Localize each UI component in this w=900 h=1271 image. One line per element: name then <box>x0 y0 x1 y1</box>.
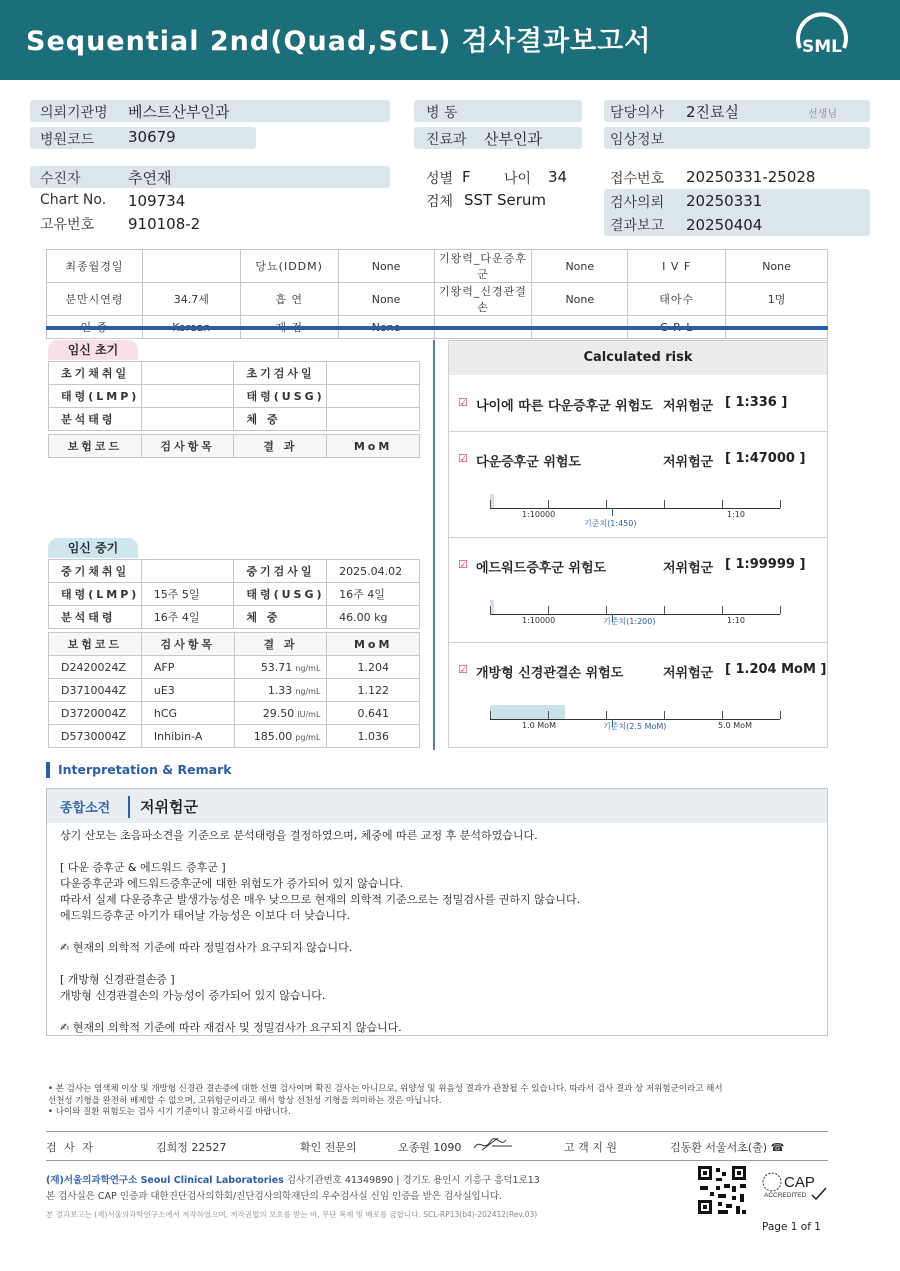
maternal-value: None <box>338 283 434 316</box>
risk-name: 다운증후군 위험도 <box>476 455 581 470</box>
expert-signature-icon <box>472 1134 516 1154</box>
section-divider <box>46 326 828 330</box>
insurance-code: D5730004Z <box>49 725 142 748</box>
maternal-label: I V F <box>628 250 726 283</box>
risk-scale-tick <box>490 606 491 614</box>
risk-scale-tick <box>722 606 723 614</box>
patient-value: 추연재 <box>128 169 172 187</box>
info-value: 2025.04.02 <box>327 560 420 583</box>
result-unit: IU/mL <box>297 709 321 719</box>
column-divider <box>433 340 435 750</box>
risk-scale-tick <box>548 711 549 719</box>
checkbox-icon: ☑ <box>458 558 468 571</box>
remark-line: 따라서 실제 다운증후군 발생가능성은 매우 낮으므로 현재의 의학적 기준으로는 정밀검사를 권하지 않습니다. <box>60 893 581 906</box>
receipt-value: 20250331-25028 <box>686 168 816 186</box>
risk-scale-tick <box>722 500 723 508</box>
scale-right-label: 1:10 <box>727 510 745 519</box>
summary-label: 종합소견 <box>60 801 111 816</box>
remark-line <box>60 924 580 940</box>
mom-value: 1.036 <box>327 725 420 748</box>
dept-value: 산부인과 <box>484 130 542 148</box>
clinical-label: 임상정보 <box>610 132 665 148</box>
reference-label: 기준치(1:450) <box>584 519 637 528</box>
remark-line: 상기 산모는 초음파소견을 기준으로 분석태령을 결정하였으며, 체중에 따른 교정 후 분석하였습니다. <box>60 829 538 842</box>
qr-code-icon <box>696 1164 748 1216</box>
sex-value: F <box>462 168 471 186</box>
results-header-row <box>49 435 420 458</box>
early-results-table <box>48 434 420 458</box>
maternal-value: 34.7세 <box>142 283 240 316</box>
pregnancy-info-row <box>49 560 420 583</box>
scale-left-label: 1:10000 <box>522 616 556 625</box>
risk-scale-tick <box>780 711 781 719</box>
remark-line <box>60 844 580 860</box>
cert-line: 본 검사실은 CAP 인증과 대한진단검사의학회/진단검사의학재단의 우수검사실 신임 인증을 받은 검사실입니다. <box>46 1191 503 1202</box>
info-value: 16주 4일 <box>141 606 234 629</box>
maternal-row <box>47 250 828 283</box>
risk-scale-tick <box>722 711 723 719</box>
specimen-value: SST Serum <box>464 191 547 209</box>
remark-line <box>60 1004 580 1020</box>
report-date-value: 20250404 <box>686 216 763 234</box>
results-header-cell: 보험코드 <box>49 633 142 656</box>
result-unit: pg/mL <box>295 732 321 742</box>
risk-level: 저위험군 <box>663 561 714 576</box>
scale-right-label: 5.0 MoM <box>718 721 752 730</box>
info-label: 태령(USG) <box>234 385 327 408</box>
patient-row <box>30 166 390 188</box>
disclaimer-notes <box>48 1084 723 1119</box>
chart-label: Chart No. <box>40 192 107 208</box>
scale-left-label: 1.0 MoM <box>522 721 556 730</box>
risk-scale-axis <box>490 719 780 720</box>
info-label: 체 중 <box>234 606 327 629</box>
age-value: 34 <box>548 168 568 186</box>
pregnancy-info-row <box>49 583 420 606</box>
remark-line: [ 개방형 신경관결손증 ] <box>60 973 175 986</box>
insurance-code: D3710044Z <box>49 679 142 702</box>
info-label: 중기검사일 <box>234 560 327 583</box>
ward-label: 병 동 <box>426 105 458 121</box>
note-line: • 나이와 질환 위험도는 검사 시기 기준이니 참고하시길 바랍니다. <box>48 1107 291 1117</box>
risk-level: 저위험군 <box>663 455 714 470</box>
copyright-line: 본 결과보고는 (재)서울의과학연구소에서 저작하였으며, 저작권법의 보호를 받는 바, 무단 복제 및 배포를 금합니다. SCL-RP13(b4)-202412(Rev.03) <box>46 1210 538 1219</box>
risk-scale-tick <box>548 606 549 614</box>
maternal-row <box>47 283 828 316</box>
result-value: 29.50 IU/mL <box>234 702 327 725</box>
mom-value: 1.122 <box>327 679 420 702</box>
interpretation-marker <box>46 762 50 778</box>
note-line: 선천성 기형을 완전히 배제할 수 없으며, 고위험군이라고 해서 항상 선천성 기형을 의미하는 것은 아닙니다. <box>48 1095 442 1106</box>
receipt-label: 접수번호 <box>610 171 665 187</box>
unique-id-label: 고유번호 <box>40 217 95 233</box>
hospital-code-value: 30679 <box>128 128 176 146</box>
info-value <box>327 408 420 431</box>
signature-bottom-rule <box>46 1160 828 1161</box>
info-label: 체 중 <box>234 408 327 431</box>
remark-line: 에드워드증후군 아기가 태어날 가능성은 이보다 더 낮습니다. <box>60 909 351 922</box>
risk-level: 저위험군 <box>663 399 714 414</box>
pregnancy-info-row <box>49 362 420 385</box>
info-label: 중기채취일 <box>49 560 142 583</box>
info-value <box>327 385 420 408</box>
doctor-value: 2진료실 <box>686 103 740 121</box>
institution-label: 의뢰기관명 <box>40 105 108 121</box>
remark-line <box>60 956 580 972</box>
maternal-value: None <box>532 250 628 283</box>
reference-tick <box>612 508 613 516</box>
maternal-label: 당뇨(IDDM) <box>240 250 338 283</box>
maternal-label: 분만시연령 <box>47 283 143 316</box>
risk-name: 에드워드증후군 위험도 <box>476 561 607 576</box>
expert-label: 확인 전문의 <box>300 1141 357 1154</box>
risk-scale-tick <box>548 500 549 508</box>
info-value: 46.00 kg <box>327 606 420 629</box>
mom-value: 1.204 <box>327 656 420 679</box>
risk-scale-tick <box>664 606 665 614</box>
lab-name: (재)서울의과학연구소 Seoul Clinical Laboratories <box>46 1175 284 1186</box>
insurance-code: D2420024Z <box>49 656 142 679</box>
info-label: 태령(LMP) <box>49 385 142 408</box>
risk-name: 개방형 신경관결손 위험도 <box>476 666 624 681</box>
cs-label: 고 객 지 원 <box>564 1141 617 1154</box>
request-label: 검사의뢰 <box>610 195 665 211</box>
result-value: 1.33 ng/mL <box>234 679 327 702</box>
info-label: 분석태령 <box>49 606 142 629</box>
info-value <box>141 560 234 583</box>
risk-value: [ 1.204 MoM ] <box>725 662 827 677</box>
reference-label: 기준치(1:200) <box>603 617 656 626</box>
cap-accredited-logo <box>762 1170 830 1204</box>
risk-scale-fill <box>490 705 565 719</box>
remark-line: ✍ 현재의 의학적 기준에 따라 정밀검사가 요구되지 않습니다. <box>60 941 353 954</box>
age-label: 나이 <box>504 171 532 187</box>
info-label: 초기검사일 <box>234 362 327 385</box>
results-header-cell: MoM <box>327 435 420 458</box>
info-value <box>141 385 234 408</box>
risk-scale-tick <box>606 500 607 508</box>
maternal-label: 최종월경일 <box>47 250 143 283</box>
mom-value: 0.641 <box>327 702 420 725</box>
results-header-cell: 보험코드 <box>49 435 142 458</box>
results-header-cell: 검사항목 <box>141 633 234 656</box>
maternal-value <box>142 250 240 283</box>
mid-results-table <box>48 632 420 748</box>
maternal-label: 기왕력_다운증후군 <box>434 250 532 283</box>
info-label: 태령(LMP) <box>49 583 142 606</box>
pregnancy-info-row <box>49 385 420 408</box>
remark-line: ✍ 현재의 의학적 기준에 따라 재검사 및 정밀검사가 요구되지 않습니다. <box>60 1021 402 1034</box>
results-header-cell: MoM <box>327 633 420 656</box>
checkbox-icon: ☑ <box>458 452 468 465</box>
maternal-value: None <box>532 283 628 316</box>
specimen-label: 검체 <box>426 194 454 210</box>
risk-value: [ 1:99999 ] <box>725 557 806 572</box>
checkbox-icon: ☑ <box>458 663 468 676</box>
info-label: 초기채취일 <box>49 362 142 385</box>
expert-value: 오종원 1090 <box>398 1141 462 1154</box>
info-value <box>327 362 420 385</box>
patient-label: 수진자 <box>40 171 81 187</box>
risk-scale-tick <box>490 711 491 719</box>
risk-scale-tick <box>780 606 781 614</box>
risk-level: 저위험군 <box>663 666 714 681</box>
risk-scale-tick <box>664 500 665 508</box>
sml-logo <box>792 12 852 66</box>
results-header-cell: 결 과 <box>234 633 327 656</box>
results-header-cell: 검사항목 <box>141 435 234 458</box>
doctor-label: 담당의사 <box>610 105 665 121</box>
risk-scale-tick <box>606 606 607 614</box>
info-value <box>141 408 234 431</box>
test-item: uE3 <box>141 679 234 702</box>
signature-top-rule <box>46 1131 828 1132</box>
interpretation-title: Interpretation & Remark <box>58 762 232 777</box>
info-value <box>141 362 234 385</box>
result-row <box>49 656 420 679</box>
checkbox-icon: ☑ <box>458 396 468 409</box>
risk-scale-axis <box>490 614 780 615</box>
page-indicator: Page 1 of 1 <box>762 1221 821 1233</box>
report-title: Sequential 2nd(Quad,SCL) 검사결과보고서 <box>26 26 652 57</box>
test-item: Inhibin-A <box>141 725 234 748</box>
risk-name: 나이에 따른 다운증후군 위험도 <box>476 399 653 414</box>
remark-line: 개방형 신경관결손의 가능성이 증가되어 있지 않습니다. <box>60 989 326 1002</box>
tab-mid-pregnancy: 임신 중기 <box>48 538 138 558</box>
tab-early-pregnancy: 임신 초기 <box>48 340 138 360</box>
maternal-value: None <box>338 250 434 283</box>
scale-right-label: 1:10 <box>727 616 745 625</box>
hospital-code-label: 병원코드 <box>40 132 95 148</box>
remark-text <box>60 828 580 1036</box>
risk-value: [ 1:47000 ] <box>725 451 806 466</box>
remark-line: 다운증후군과 에드워드증후군에 대한 위험도가 증가되어 있지 않습니다. <box>60 877 404 890</box>
remark-line: [ 다운 증후군 & 에드워드 증후군 ] <box>60 861 226 874</box>
summary-value: 저위험군 <box>140 798 198 816</box>
info-value: 16주 4일 <box>327 583 420 606</box>
tester-value: 김희정 22527 <box>156 1141 227 1154</box>
maternal-label: 태아수 <box>628 283 726 316</box>
summary-separator <box>128 796 130 818</box>
risk-divider <box>449 537 827 538</box>
results-header-cell: 결 과 <box>234 435 327 458</box>
risk-value: [ 1:336 ] <box>725 395 788 410</box>
reference-label: 기준치(2.5 MoM) <box>603 722 667 731</box>
chart-value: 109734 <box>128 192 186 210</box>
risk-divider <box>449 431 827 432</box>
lab-info: 검사기관번호 41349890 | 경기도 용인시 기흥구 흥덕1로13 <box>283 1175 540 1186</box>
scale-left-label: 1:10000 <box>522 510 556 519</box>
cs-value: 김동환 서울서초(출) ☎ <box>670 1141 785 1154</box>
maternal-label: 기왕력_신경관결손 <box>434 283 532 316</box>
tester-label: 검 사 자 <box>46 1141 95 1154</box>
test-item: hCG <box>141 702 234 725</box>
maternal-value: 1명 <box>726 283 828 316</box>
risk-scale-tick <box>664 711 665 719</box>
risk-panel-title: Calculated risk <box>583 350 693 365</box>
result-row <box>49 679 420 702</box>
lab-line <box>46 1172 540 1186</box>
dept-label: 진료과 <box>426 132 467 148</box>
risk-divider <box>449 642 827 643</box>
result-unit: ng/mL <box>295 686 321 696</box>
result-value: 53.71 ng/mL <box>234 656 327 679</box>
result-row <box>49 702 420 725</box>
svg-text:SML: SML <box>802 37 842 57</box>
maternal-label: 흡 연 <box>240 283 338 316</box>
info-label: 분석태령 <box>49 408 142 431</box>
sex-label: 성별 <box>426 171 454 187</box>
pregnancy-info-row <box>49 606 420 629</box>
result-value: 185.00 pg/mL <box>234 725 327 748</box>
risk-scale-tick <box>490 500 491 508</box>
result-unit: ng/mL <box>295 663 321 673</box>
note-line: • 본 검사는 염색체 이상 및 개방형 신경관 결손증에 대한 선별 검사이며 확진 검사는 아니므로, 위양성 및 위음성 결과가 관찰될 수 있습니다. 따라서 검사 결과 상 저위험군이라고 해서 <box>48 1084 723 1094</box>
unique-id-value: 910108-2 <box>128 215 201 233</box>
risk-scale-tick <box>606 711 607 719</box>
report-date-label: 결과보고 <box>610 218 665 234</box>
test-item: AFP <box>141 656 234 679</box>
doctor-suffix: 선생님 <box>808 109 837 120</box>
mid-info-table <box>48 559 420 629</box>
early-info-table <box>48 361 420 431</box>
insurance-code: D3720004Z <box>49 702 142 725</box>
info-label: 태령(USG) <box>234 583 327 606</box>
svg-text:CAP: CAP <box>784 1174 815 1191</box>
results-header-row <box>49 633 420 656</box>
result-row <box>49 725 420 748</box>
risk-scale-tick <box>780 500 781 508</box>
info-value: 15주 5일 <box>141 583 234 606</box>
pregnancy-info-row <box>49 408 420 431</box>
request-value: 20250331 <box>686 192 763 210</box>
institution-value: 베스트산부인과 <box>128 103 230 121</box>
maternal-value: None <box>726 250 828 283</box>
risk-scale-axis <box>490 508 780 509</box>
svg-text:ACCREDITED: ACCREDITED <box>764 1192 807 1199</box>
